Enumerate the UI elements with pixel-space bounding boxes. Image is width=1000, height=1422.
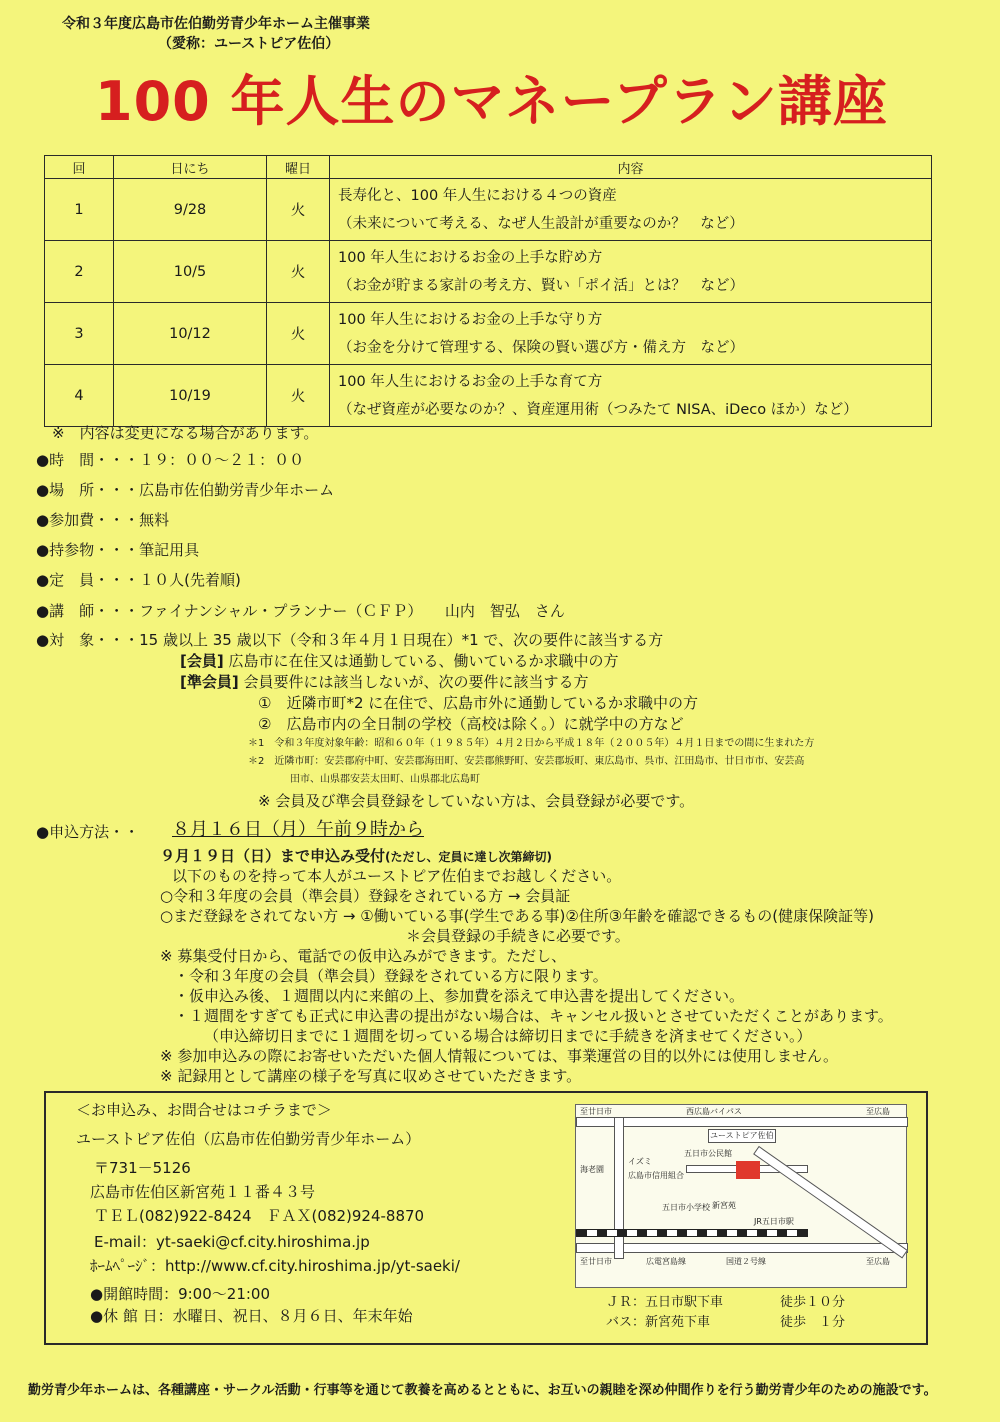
apply-label: ●申込方法・・ (36, 823, 140, 841)
table-row (45, 303, 932, 365)
items-info: ●持参物・・・筆記用具 (36, 541, 200, 559)
organizer-line: 令和３年度広島市佐伯勤労青少年ホーム主催事業 (62, 16, 370, 32)
session-day: 火 (267, 179, 330, 241)
west-road (614, 1117, 624, 1259)
map-label: JR五日市駅 (754, 1217, 794, 1226)
table-row (45, 365, 932, 427)
session-content (330, 241, 932, 303)
apply-deadline (160, 846, 552, 867)
diagonal-road (753, 1146, 908, 1259)
destination-marker (736, 1161, 760, 1179)
map-label: 至廿日市 (580, 1257, 612, 1266)
session-detail: （お金を分けて管理する、保険の賢い選び方・備え方 など） (338, 339, 744, 356)
map-label: 至廿日市 (580, 1107, 612, 1116)
session-content (330, 365, 932, 427)
column-header-day: 曜日 (267, 156, 330, 179)
deadline-note: (ただし、定員に達し次第締切) (385, 850, 552, 864)
column-header-number: 回 (45, 156, 114, 179)
table-row (45, 241, 932, 303)
phone-booking-condition-2: ・仮申込み後、１週間以内に来館の上、参加費を添えて申込書を提出してください。 (174, 987, 745, 1005)
associate-condition-1: ① 近隣市町*2 に在住で、広島市外に通勤しているか求職中の方 (258, 694, 698, 712)
email-link[interactable]: E-mail：yt-saeki@cf.city.hiroshima.jp (94, 1233, 370, 1251)
member-requirement (180, 651, 619, 671)
bypass-road (576, 1117, 908, 1127)
lecturer-info: ●講 師・・・ファイナンシャル・プランナー（ＣＦＰ） 山内 智弘 さん (36, 602, 565, 620)
map-label: 至広島 (866, 1107, 890, 1116)
session-date: 10/12 (114, 303, 267, 365)
time-info: ●時 間・・・１９：００～２１：００ (36, 451, 305, 469)
map-label: 海老園 (580, 1165, 604, 1174)
privacy-note: ※ 参加申込みの際にお寄せいただいた個人情報については、事業運営の目的以外には使用しません。 (160, 1047, 838, 1065)
footnote-2-continued: 田市、山県郡安芸太田町、山県郡北広島町 (290, 774, 480, 785)
session-topic: 100 年人生におけるお金の上手な守り方 (338, 311, 603, 328)
associate-tag: [準会員] (180, 673, 239, 691)
session-number: 1 (45, 179, 114, 241)
associate-text: 会員要件には該当しないが、次の要件に該当する方 (243, 673, 589, 691)
apply-case-note: ＊会員登録の手続きに必要です。 (406, 927, 630, 945)
session-date: 9/28 (114, 179, 267, 241)
table-row (45, 179, 932, 241)
photo-note: ※ 記録用として講座の様子を写真に収めさせていただきます。 (160, 1067, 582, 1085)
national-route-road (576, 1243, 908, 1253)
capacity-info: ●定 員・・・１０人(先着順) (36, 571, 241, 589)
contact-heading: ＜お申込み、お問合せはコチラまで＞ (76, 1101, 332, 1119)
session-topic: 長寿化と、100 年人生における４つの資産 (338, 187, 617, 204)
phone-booking-note: ※ 募集受付日から、電話での仮申込みができます。ただし、 (160, 947, 567, 965)
access-bus: バス：新宮苑下車 (606, 1315, 711, 1330)
session-content (330, 303, 932, 365)
session-day: 火 (267, 303, 330, 365)
member-text: 広島市に在住又は通勤している、働いているか求職中の方 (228, 652, 619, 670)
associate-condition-2: ② 広島市内の全日制の学校（高校は除く。）に就学中の方など (258, 715, 684, 733)
fee-info: ●参加費・・・無料 (36, 511, 170, 529)
map-label: 五日市公民館 (684, 1149, 732, 1158)
registration-note: ※ 会員及び準会員登録をしていない方は、会員登録が必要です。 (258, 792, 695, 810)
apply-case-unregistered: ○まだ登録をされてない方 → ①働いている事(学生である事)②住所③年齢を確認できるもの(健康保険証等) (160, 907, 874, 925)
session-detail: （お金が貯まる家計の考え方、賢い「ポイ活」とは？ など） (338, 277, 744, 294)
map-label: 至広島 (866, 1257, 890, 1266)
opening-hours: ●開館時間：9:00～21:00 (90, 1285, 271, 1303)
map-label: ユーストピア佐伯 (708, 1129, 776, 1143)
map-label: 新宮苑 (712, 1201, 736, 1210)
session-date: 10/19 (114, 365, 267, 427)
page-title: 100 年人生のマネープラン講座 (95, 70, 888, 133)
table-header-row (45, 156, 932, 179)
map-label: 西広島バイパス (686, 1107, 742, 1116)
deadline-text: ９月１９日（日）まで申込み受付 (160, 847, 386, 865)
postal-code: 〒731－5126 (94, 1159, 191, 1177)
website-link[interactable]: ﾎｰﾑﾍﾟｰｼﾞ：http://www.cf.city.hiroshima.jp/yt-saeki/ (90, 1257, 460, 1275)
apply-case-registered: ○令和３年度の会員（準会員）登録をされている方 → 会員証 (160, 887, 571, 905)
session-date: 10/5 (114, 241, 267, 303)
session-number: 2 (45, 241, 114, 303)
session-detail: （未来について考える、なぜ人生設計が重要なのか？ など） (338, 215, 744, 232)
apply-bring: 以下のものを持って本人がユーストピア佐伯までお越しください。 (172, 867, 622, 885)
phone-booking-condition-4: （申込締切日までに１週間を切っている場合は締切日までに手続きを済ませてください。） (204, 1027, 812, 1045)
session-topic: 100 年人生におけるお金の上手な貯め方 (338, 249, 603, 266)
schedule-table (44, 155, 932, 427)
member-tag: [会員] (180, 652, 224, 670)
map-label: 広電宮島線 (646, 1257, 686, 1266)
target-info: ●対 象・・・15 歳以上 35 歳以下（令和３年４月１日現在）*1 で、次の要件に該当する方 (36, 631, 664, 649)
footer-description: 勤労青少年ホームは、各種講座・サークル活動・行事等を通じて教養を高めるとともに、お互いの親睦を深め仲間作りを行う勤労青少年のための施設です。 (28, 1383, 937, 1398)
railway-line (576, 1229, 808, 1237)
session-detail: （なぜ資産が必要なのか？、資産運用術（つみたて NISA、iDeco ほか）など） (338, 401, 858, 418)
session-day: 火 (267, 241, 330, 303)
phone-booking-condition-1: ・令和３年度の会員（準会員）登録をされている方に限ります。 (174, 967, 608, 985)
column-header-content: 内容 (330, 156, 932, 179)
column-header-date: 日にち (114, 156, 267, 179)
place-info: ●場 所・・・広島市佐伯勤労青少年ホーム (36, 481, 335, 499)
session-number: 4 (45, 365, 114, 427)
associate-requirement (180, 672, 589, 692)
organizer-nickname: （愛称：ユーストピア佐伯） (158, 36, 340, 52)
map-label: イズミ (628, 1157, 652, 1166)
access-bus-walk: 徒歩 １分 (780, 1315, 846, 1330)
apply-start: ８月１６日（月）午前９時から (172, 819, 424, 840)
footnote-1: ＊1 令和３年度対象年齢：昭和６０年（１９８５年）４月２日から平成１８年（２００５年）４月１日までの間に生まれた方 (248, 738, 815, 749)
map-label: 国道２号線 (726, 1257, 766, 1266)
content-change-note: ※ 内容は変更になる場合があります。 (52, 424, 319, 442)
session-day: 火 (267, 365, 330, 427)
footnote-2: ＊2 近隣市町：安芸郡府中町、安芸郡海田町、安芸郡熊野町、安芸郡坂町、東広島市、呉市、江田島市、廿日市市、安芸高 (248, 756, 805, 767)
street-address: 広島市佐伯区新宮苑１１番４３号 (90, 1183, 316, 1201)
closed-days: ●休 館 日：水曜日、祝日、８月６日、年末年始 (90, 1307, 413, 1325)
access-jr-walk: 徒歩１０分 (780, 1295, 846, 1310)
phone-booking-condition-3: ・１週間をすぎても正式に申込書の提出がない場合は、キャンセル扱いとさせていただくことがあります。 (174, 1007, 893, 1025)
access-jr: ＪＲ：五日市駅下車 (606, 1295, 724, 1310)
session-content (330, 179, 932, 241)
access-map (575, 1104, 907, 1288)
session-number: 3 (45, 303, 114, 365)
phone-fax: ＴＥＬ(082)922-8424 ＦＡＸ(082)924-8870 (94, 1207, 425, 1225)
session-topic: 100 年人生におけるお金の上手な育て方 (338, 373, 603, 390)
map-label: 広島市信用組合 (628, 1171, 684, 1180)
map-label: 五日市小学校 (662, 1203, 710, 1212)
facility-name: ユーストピア佐伯（広島市佐伯勤労青少年ホーム） (76, 1130, 421, 1148)
